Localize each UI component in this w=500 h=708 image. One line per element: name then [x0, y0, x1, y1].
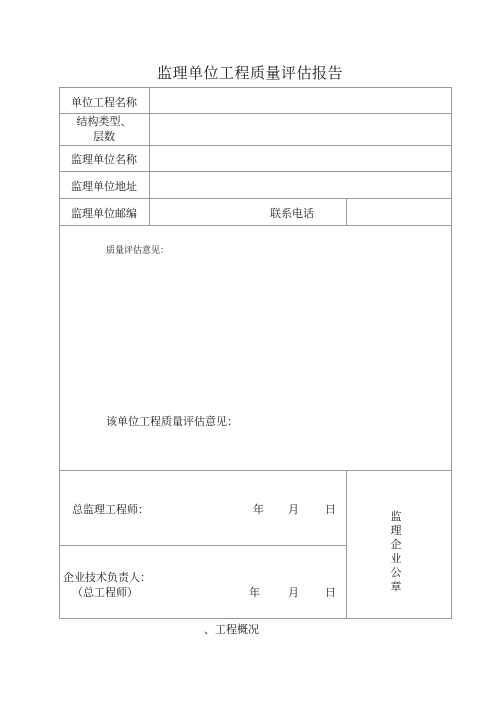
label-month: 月: [288, 586, 299, 599]
seal-char: 理: [390, 524, 402, 537]
column-divider: [149, 87, 150, 225]
page-title: 监理单位工程质量评估报告: [156, 64, 343, 82]
label-year: 年: [253, 503, 264, 516]
row-divider: [59, 225, 452, 226]
label-chief-engineer: 总监理工程师：: [72, 503, 149, 516]
section-heading-project-overview: 、工程概况: [204, 623, 259, 636]
label-enterprise-tech-lead: 企业技术负责人：: [63, 571, 151, 584]
label-structure-type: [59, 114, 149, 144]
seal-char: 业: [390, 552, 402, 565]
row-divider: [59, 470, 452, 471]
seal-char: 公: [390, 566, 402, 579]
label-structure-type-line1: 结构类型、: [76, 115, 132, 128]
label-supervision-unit-name: 监理单位名称: [71, 153, 137, 166]
label-supervision-unit-postcode: 监理单位邮编: [71, 207, 137, 220]
label-structure-type-line2: 层数: [93, 130, 115, 143]
seal-char: 监: [390, 510, 402, 523]
row-divider: [59, 198, 452, 199]
column-divider: [346, 198, 347, 225]
label-month: 月: [288, 503, 299, 516]
seal-label-vertical: [386, 510, 406, 594]
row-divider: [59, 145, 452, 146]
label-day: 日: [325, 586, 336, 599]
label-year: 年: [249, 586, 260, 599]
column-divider: [346, 470, 347, 619]
label-quality-opinion-small: 质量评估意见：: [106, 246, 170, 256]
label-contact-phone: 联系电话: [270, 207, 314, 220]
seal-char: 企: [390, 538, 402, 551]
label-supervision-unit-address: 监理单位地址: [71, 180, 137, 193]
row-divider: [59, 171, 452, 172]
row-divider: [59, 545, 346, 546]
label-quality-opinion-main: 该单位工程质量评估意见：: [106, 415, 238, 428]
seal-char: 章: [390, 580, 402, 593]
label-enterprise-tech-lead-sub: （总工程师）: [72, 586, 138, 599]
label-day: 日: [325, 503, 336, 516]
label-unit-project-name: 单位工程名称: [71, 96, 137, 109]
